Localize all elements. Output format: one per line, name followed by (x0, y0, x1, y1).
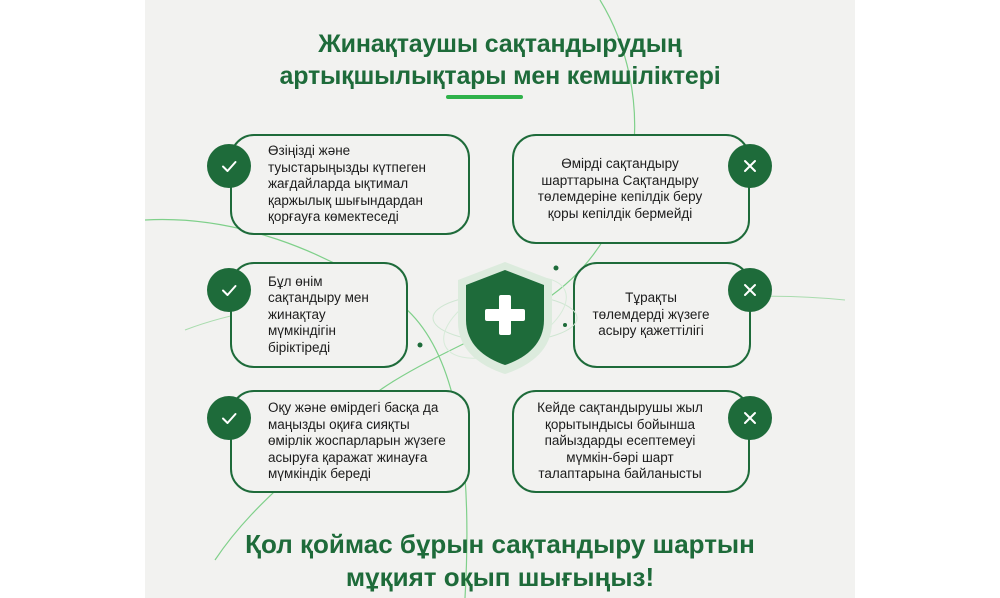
con-card-1 (512, 134, 750, 244)
title-underline (446, 95, 523, 99)
con-card-3 (512, 390, 750, 493)
check-icon (207, 268, 251, 312)
pro-text-2: Бұл өнім сақтандыру мен жинақтау мүмкіндігін біріктіреді (268, 273, 369, 355)
con-text-1: Өмірді сақтандыру шарттарына Сақтандыру төлемдеріне кепілдік беру қоры кепілдік бермейді (537, 156, 703, 221)
pro-card-1 (230, 134, 470, 235)
cross-icon (728, 144, 772, 188)
title-line-2: артықшылықтары мен кемшіліктері (279, 62, 721, 90)
page-title (145, 28, 855, 92)
cross-icon (728, 396, 772, 440)
shield-plus-icon (430, 250, 580, 390)
check-icon (207, 396, 251, 440)
pro-card-3 (230, 390, 470, 493)
pro-text-1: Өзіңізді және туыстарыңызды күтпеген жағдайларда ықтимал қаржылық шығындардан қорғауға көмектеседі (268, 143, 426, 225)
footer-line-1: Қол қоймас бұрын сақтандыру шартын (245, 529, 755, 559)
con-text-2: Тұрақты төлемдерді жүзеге асыру қажеттілігі (592, 290, 710, 339)
check-icon (207, 144, 251, 188)
con-card-2 (573, 262, 751, 368)
pro-text-3: Оқу және өмірдегі басқа да маңызды оқиға сияқты өмірлік жоспарларын жүзеге асыруға қаражат жинауға мүмкіндік береді (268, 400, 446, 482)
pro-card-2 (230, 262, 408, 368)
footer-line-2: мұқият оқып шығыңыз! (345, 562, 655, 592)
title-line-1: Жинақтаушы сақтандырудың (318, 30, 682, 58)
footer-notice (145, 528, 855, 594)
cross-icon (728, 268, 772, 312)
infographic-panel (145, 0, 855, 598)
con-text-3: Кейде сақтандырушы жыл қорытындысы бойынша пайыздарды есептемеуі мүмкін-бәрі шарт талаптарына байланысты (537, 400, 703, 482)
